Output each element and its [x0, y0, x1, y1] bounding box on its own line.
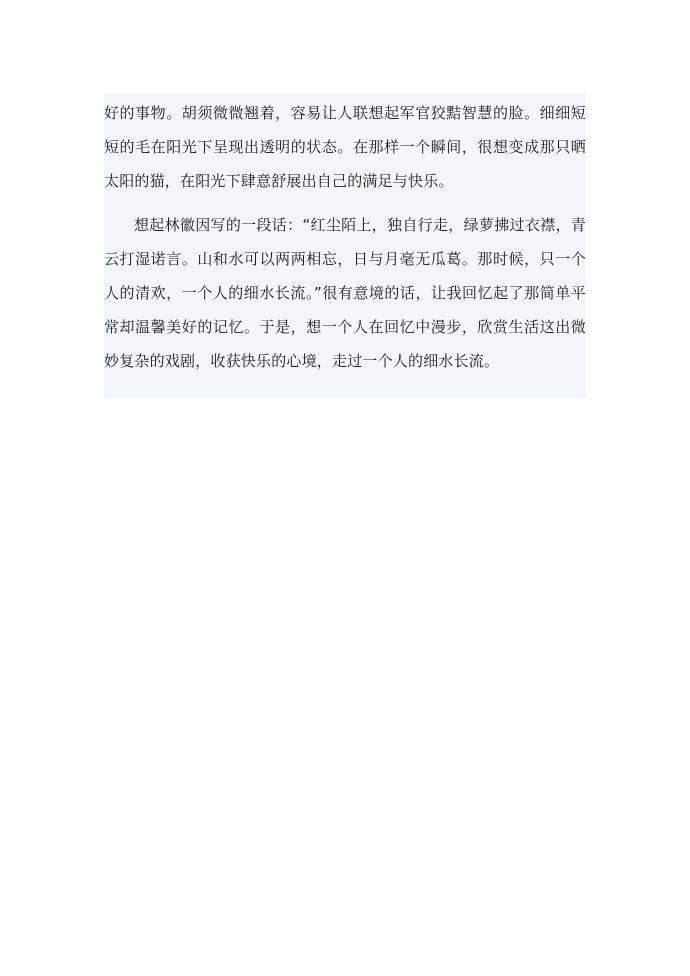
- paragraph-2: 想起林徽因写的一段话：“红尘陌上，独自行走，绿萝拂过衣襟，青云打湿诺言。山和水可以两两相忘，日与月毫无瓜葛。那时候，只一个人的清欢，一个人的细水长流。”很有意境的话，让我回忆起了那简单平常却温馨美好的记忆。于是，想一个人在回忆中漫步，欣赏生活这出微妙复杂的戏剧，收获快乐的心境，走过一个人的细水长流。: [104, 216, 586, 370]
- paragraph-1: 好的事物。胡须微微翘着，容易让人联想起军官狡黠智慧的脸。细细短短的毛在阳光下呈现出透明的状态。在那样一个瞬间，很想变成那只晒太阳的猫，在阳光下肆意舒展出自己的满足与快乐。: [104, 104, 586, 190]
- highlighted-text-block: [104, 94, 586, 398]
